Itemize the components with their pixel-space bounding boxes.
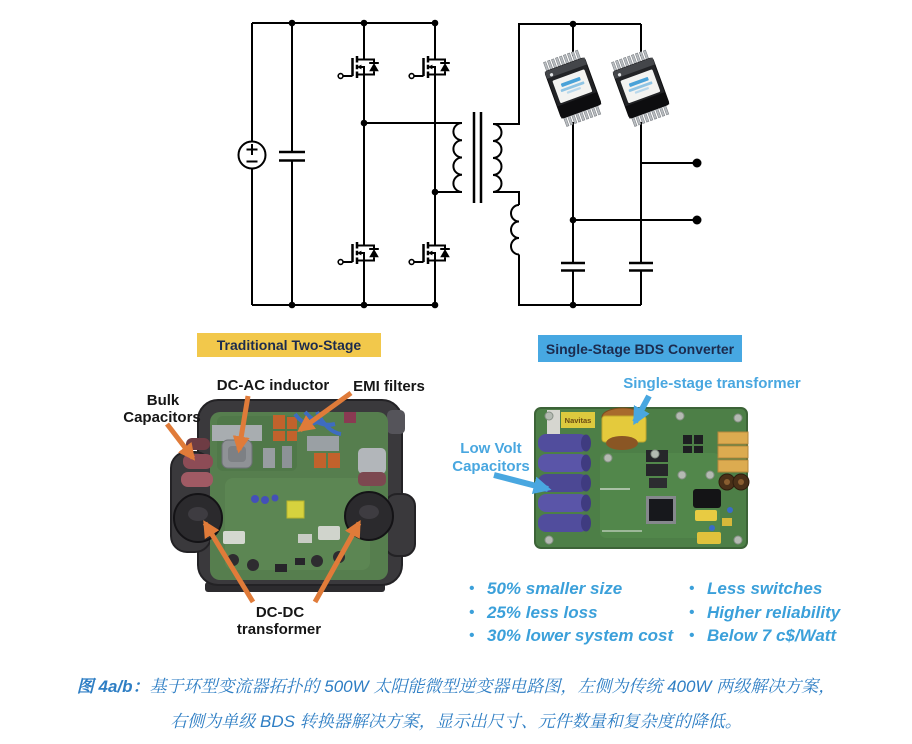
benefit-item: • Below 7 c$/Watt (687, 624, 840, 648)
junction-dots (289, 20, 577, 309)
transformer-symbol (453, 112, 501, 203)
benefit-item: • 25% less loss (467, 601, 687, 625)
benefit-item: • Less switches (687, 577, 840, 601)
bds-header-label: Single-Stage BDS Converter (545, 340, 735, 357)
traditional-two-stage-header (197, 333, 381, 357)
low-volt-capacitors-label: Low Volt (460, 440, 522, 457)
benefit-item: • Higher reliability (687, 601, 840, 625)
secondary-bottom-wire (493, 192, 519, 205)
benefits-list (467, 577, 897, 648)
caption-line-1: 图 4a/b：基于环型变流器拓扑的 500W 太阳能微型逆变器电路图，左侧为传统 400W 两级解决方案， (76, 677, 836, 696)
single-stage-transformer-label: Single-stage transformer (623, 375, 801, 392)
dc-ac-inductor-label: DC-AC inductor (216, 377, 330, 394)
mosfet-q4 (409, 231, 450, 275)
output-terminal-2 (693, 216, 702, 225)
benefits-column-1 (467, 577, 687, 648)
emi-filters-label: EMI filters (353, 378, 425, 395)
mosfet-q2 (409, 45, 450, 89)
dc-dc-transformer-label: DC-DC (255, 604, 305, 621)
output-terminal-1 (693, 159, 702, 168)
output-inductor-symbol (511, 205, 519, 255)
ganfast-module-icon (609, 49, 672, 127)
dc-dc-transformer-label: transformer (236, 621, 322, 638)
mosfet-q3 (338, 231, 379, 275)
ganfast-module-icon (541, 49, 604, 127)
mosfet-q1 (338, 45, 379, 89)
traditional-header-label: Traditional Two-Stage (216, 337, 362, 353)
traditional-two-stage-photo (55, 368, 455, 668)
caption-line-2: 右侧为单级 BDS 转换器解决方案，显示出尺寸、元件数量和复杂度的降低。 (170, 712, 742, 731)
input-capacitor-symbol (279, 23, 305, 305)
navitas-board-text: Navitas (564, 416, 592, 425)
dc-source-symbol (239, 23, 266, 305)
caption-figure-number: 图 4a/b： (76, 677, 150, 696)
benefit-item: • 50% smaller size (467, 577, 687, 601)
circuit-schematic (0, 0, 912, 330)
figure-caption (0, 669, 912, 739)
benefits-column-2 (687, 577, 840, 648)
bulk-capacitors-label: Bulk (146, 392, 180, 409)
low-volt-capacitors-label: Capacitors (452, 458, 530, 475)
bulk-capacitors-label: Capacitors (123, 409, 201, 426)
bds-converter-photo (450, 358, 880, 575)
benefit-item: • 30% lower system cost (467, 624, 687, 648)
